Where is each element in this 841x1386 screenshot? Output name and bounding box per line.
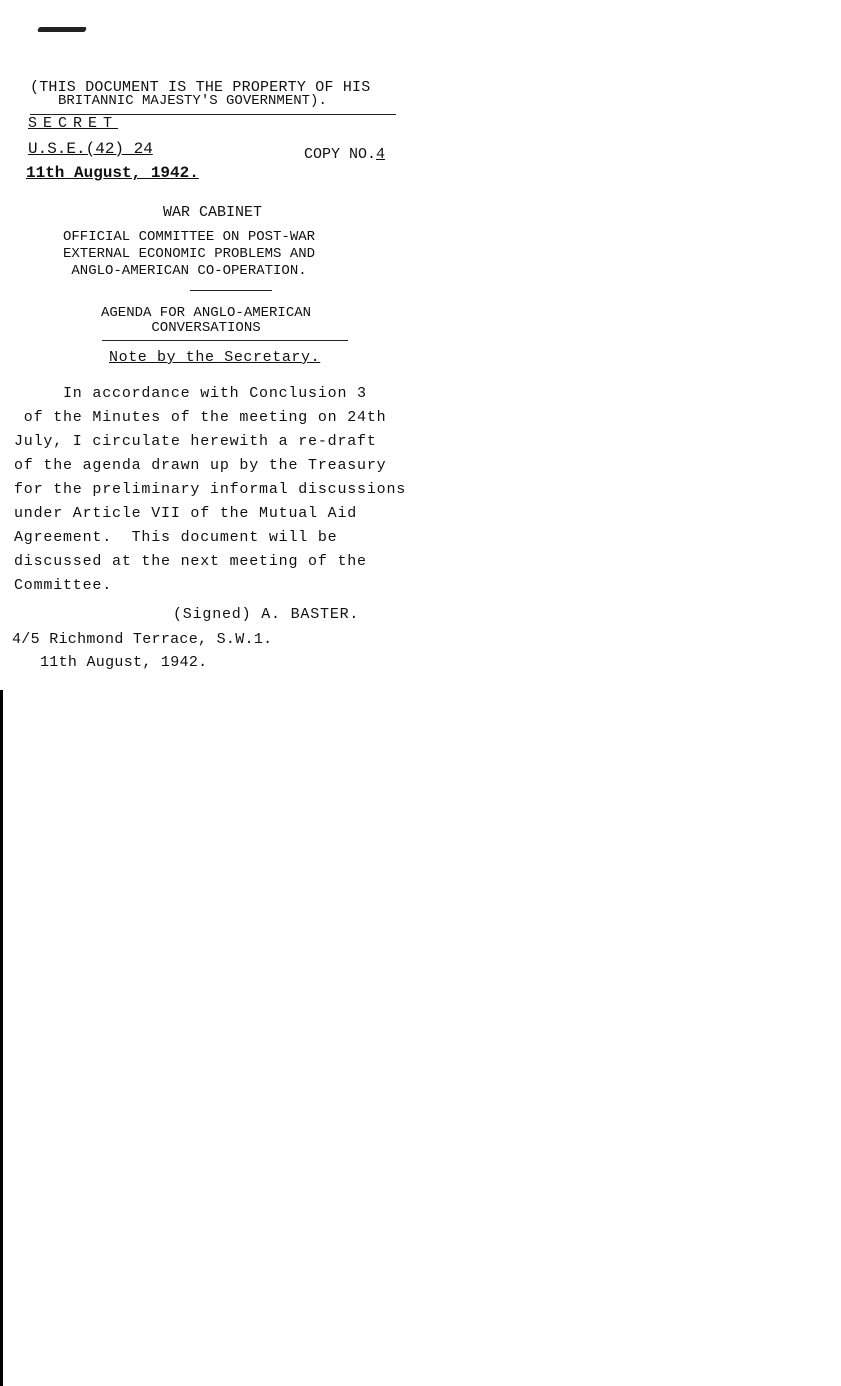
committee-title-line1: OFFICIAL COMMITTEE ON POST-WAR bbox=[63, 229, 316, 245]
signature: (Signed) A. BASTER. bbox=[173, 606, 360, 623]
scan-edge bbox=[0, 690, 3, 1386]
agenda-title-line1: AGENDA FOR ANGLO-AMERICAN bbox=[101, 305, 312, 321]
section-divider bbox=[190, 290, 272, 291]
agenda-title bbox=[101, 306, 311, 336]
agenda-rule bbox=[102, 340, 348, 341]
document-date bbox=[26, 164, 199, 182]
copy-label: COPY NO. bbox=[304, 146, 377, 163]
address: 4/5 Richmond Terrace, S.W.1. bbox=[12, 631, 273, 648]
property-notice-line1: (THIS DOCUMENT IS THE PROPERTY OF HIS bbox=[30, 79, 371, 96]
handwritten-mark bbox=[37, 27, 87, 32]
agenda-title-line2: CONVERSATIONS bbox=[151, 320, 261, 336]
copy-number-value: 4 bbox=[376, 146, 386, 163]
body-paragraph: In accordance with Conclusion 3 of the Minutes of the meeting on 24th July, I circulate herewith a re-draft of the agenda drawn up by the Treasury for the preliminary informal discussions under Article VII of the Mutual Aid Agreement. This document will be discussed at the next meeting of the Committee. bbox=[14, 385, 407, 594]
copy-number bbox=[304, 146, 385, 163]
committee-title-line2: EXTERNAL ECONOMIC PROBLEMS AND bbox=[63, 246, 316, 262]
note-heading: Note by the Secretary. bbox=[109, 349, 321, 366]
committee-title-line3: ANGLO-AMERICAN CO-OPERATION. bbox=[71, 263, 307, 279]
committee-title bbox=[63, 229, 315, 280]
signature-date: 11th August, 1942. bbox=[40, 654, 208, 671]
property-notice-line2: BRITANNIC MAJESTY'S GOVERNMENT). bbox=[58, 93, 327, 109]
cabinet-title: WAR CABINET bbox=[163, 204, 263, 221]
document-reference: U.S.E.(42) 24 bbox=[28, 140, 153, 158]
classification-label: SECRET bbox=[28, 115, 119, 132]
document-date-text: 11th August, 1942. bbox=[26, 164, 199, 182]
